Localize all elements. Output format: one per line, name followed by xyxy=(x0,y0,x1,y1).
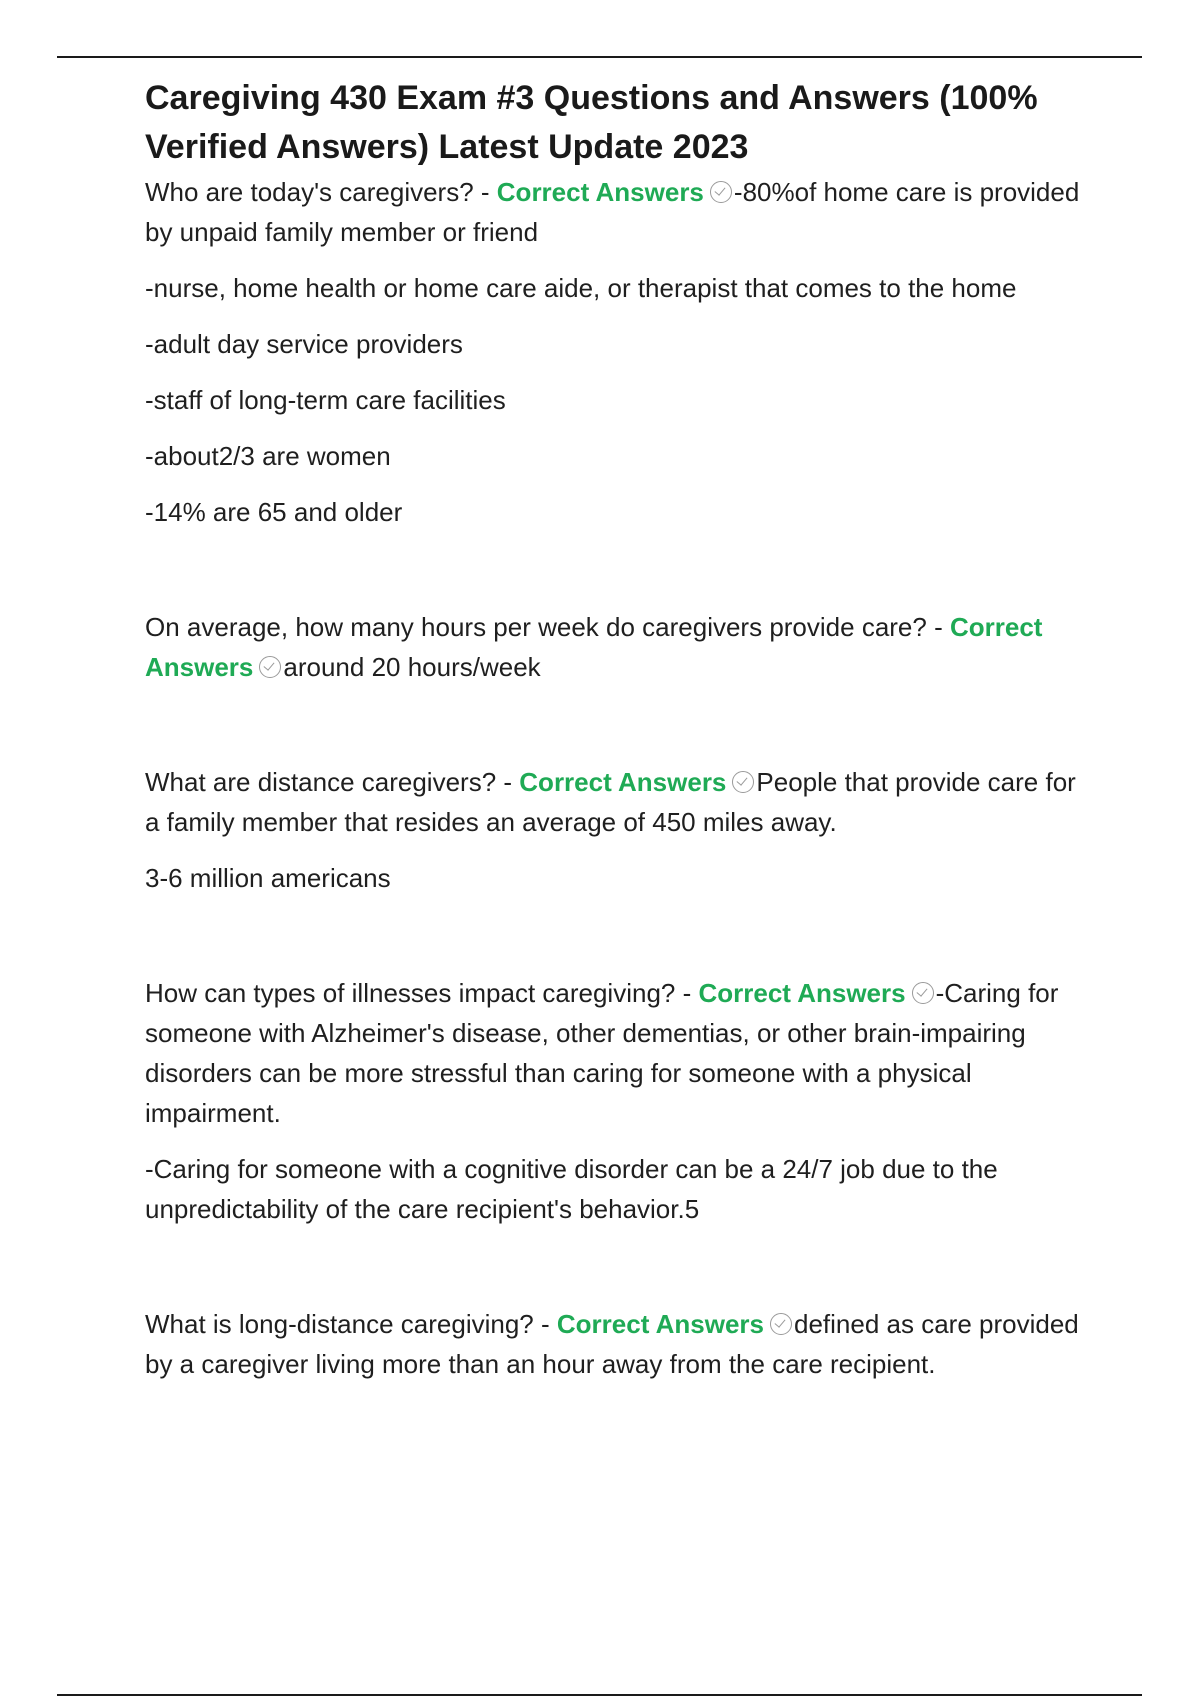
question-paragraph xyxy=(145,973,1095,1133)
answer-text: defined as care provided by a caregiver living more than an hour away from the care recipient. xyxy=(145,1309,1079,1379)
correct-answers-label: Correct Answers xyxy=(698,978,906,1008)
document-body xyxy=(145,74,1095,1384)
answer-text: -80%of home care is provided by unpaid family member or friend xyxy=(145,177,1080,247)
question-text: What is long-distance caregiving? - xyxy=(145,1309,557,1339)
title-line-1: Caregiving 430 Exam #3 Questions and Answers (100% xyxy=(145,79,1038,117)
bottom-rule xyxy=(57,1694,1142,1696)
answer-paragraph: -Caring for someone with a cognitive disorder can be a 24/7 job due to the unpredictability of the care recipient's behavior.5 xyxy=(145,1154,998,1224)
qa-item xyxy=(145,1304,1095,1384)
answer-text: -Caring for someone with Alzheimer's disease, other dementias, or other brain-impairing disorders can be more stressful than caring for someone with a physical impairment. xyxy=(145,978,1059,1128)
qa-item xyxy=(145,607,1095,687)
check-circle-icon xyxy=(770,1313,792,1335)
check-circle-icon xyxy=(912,982,934,1004)
question-paragraph xyxy=(145,172,1095,252)
qa-item xyxy=(145,973,1095,1229)
answer-paragraph: -about2/3 are women xyxy=(145,441,391,471)
correct-answers-label: Correct Answers xyxy=(519,767,727,797)
correct-answers-label: Correct Answers xyxy=(145,612,1043,682)
check-circle-icon xyxy=(732,771,754,793)
top-rule xyxy=(57,56,1142,58)
answer-text: around 20 hours/week xyxy=(283,652,541,682)
document-title xyxy=(145,74,1095,172)
question-paragraph xyxy=(145,1304,1095,1384)
answer-paragraph: 3-6 million americans xyxy=(145,863,391,893)
question-text: How can types of illnesses impact caregiving? - xyxy=(145,978,699,1008)
answer-paragraph: -nurse, home health or home care aide, or therapist that comes to the home xyxy=(145,273,1017,303)
correct-answers-label: Correct Answers xyxy=(556,1309,764,1339)
answer-paragraph: -staff of long-term care facilities xyxy=(145,385,506,415)
answer-paragraph: -adult day service providers xyxy=(145,329,463,359)
answer-text: People that provide care for a family member that resides an average of 450 miles away. xyxy=(145,767,1076,837)
answer-paragraph: -14% are 65 and older xyxy=(145,497,403,527)
question-text: Who are today's caregivers? - xyxy=(145,177,497,207)
question-text: What are distance caregivers? - xyxy=(145,767,520,797)
question-text: On average, how many hours per week do caregivers provide care? - xyxy=(145,612,950,642)
correct-answers-label: Correct Answers xyxy=(496,177,704,207)
question-paragraph xyxy=(145,607,1095,687)
title-line-2: Verified Answers) Latest Update 2023 xyxy=(145,128,749,166)
check-circle-icon xyxy=(710,181,732,203)
qa-item xyxy=(145,762,1095,898)
qa-item xyxy=(145,172,1095,532)
check-circle-icon xyxy=(259,656,281,678)
question-paragraph xyxy=(145,762,1095,842)
